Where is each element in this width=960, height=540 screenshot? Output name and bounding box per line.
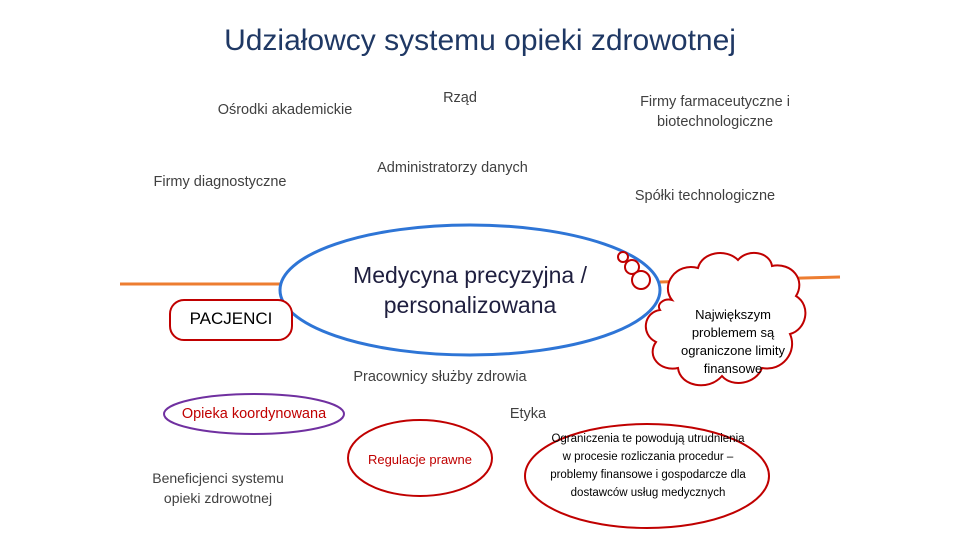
- label-ethics: Etyka: [509, 406, 547, 422]
- constraints-label: Ograniczenia te powodują utrudnienia w procesie rozliczania procedur – problemy finansowe i gospodarcze dla dostawców usług medycznych: [550, 433, 746, 499]
- label-government: Rząd: [443, 90, 477, 106]
- label-diagnostics: Firmy diagnostyczne: [153, 174, 287, 190]
- label-health-workers: Pracownicy służby zdrowia: [353, 369, 527, 385]
- label-pharma: Firmy farmaceutyczne i biotechnologiczne: [640, 94, 790, 130]
- cloud-label: Największym problemem są ograniczone limity finansowe: [680, 307, 786, 376]
- thought-bubble-large: [632, 271, 650, 289]
- page-title: Udziałowcy systemu opieki zdrowotnej: [224, 24, 736, 57]
- label-academic: Ośrodki akademickie: [217, 102, 353, 118]
- label-data-admins: Administratorzy danych: [377, 160, 528, 176]
- center-label: Medycyna precyzyjna / personalizowana: [353, 262, 587, 318]
- patients-label: PACJENCI: [189, 309, 273, 328]
- regulations-label: Regulacje prawne: [367, 452, 473, 467]
- label-tech: Spółki technologiczne: [634, 188, 776, 204]
- coordinated-care-label: Opieka koordynowana: [181, 406, 327, 422]
- label-beneficiaries: Beneficjenci systemu opieki zdrowotnej: [152, 470, 284, 506]
